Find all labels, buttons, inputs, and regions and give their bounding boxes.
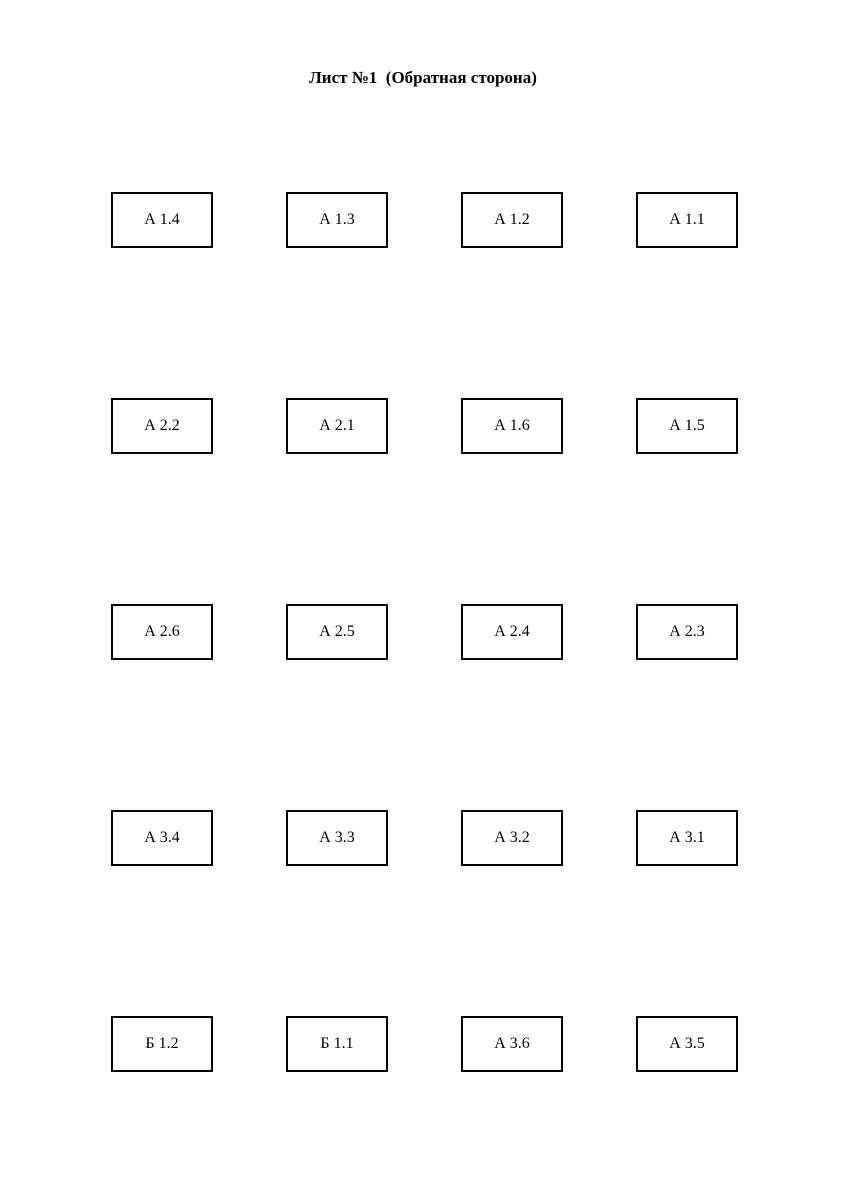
label-box: А 1.5 — [636, 398, 738, 454]
label-box: А 1.1 — [636, 192, 738, 248]
label-box: А 1.3 — [286, 192, 388, 248]
label-box: А 3.4 — [111, 810, 213, 866]
label-box: А 3.1 — [636, 810, 738, 866]
label-box: А 2.5 — [286, 604, 388, 660]
label-box: А 1.4 — [111, 192, 213, 248]
label-box: А 3.6 — [461, 1016, 563, 1072]
label-grid — [111, 192, 741, 1072]
label-box: А 3.5 — [636, 1016, 738, 1072]
page-title: Лист №1 (Обратная сторона) — [309, 68, 537, 87]
label-box: А 2.6 — [111, 604, 213, 660]
label-box: А 2.3 — [636, 604, 738, 660]
label-box: А 3.3 — [286, 810, 388, 866]
label-box: А 2.2 — [111, 398, 213, 454]
label-box: А 3.2 — [461, 810, 563, 866]
label-box: Б 1.2 — [111, 1016, 213, 1072]
label-box: А 2.4 — [461, 604, 563, 660]
label-box: А 2.1 — [286, 398, 388, 454]
label-box: Б 1.1 — [286, 1016, 388, 1072]
label-box: А 1.2 — [461, 192, 563, 248]
label-box: А 1.6 — [461, 398, 563, 454]
